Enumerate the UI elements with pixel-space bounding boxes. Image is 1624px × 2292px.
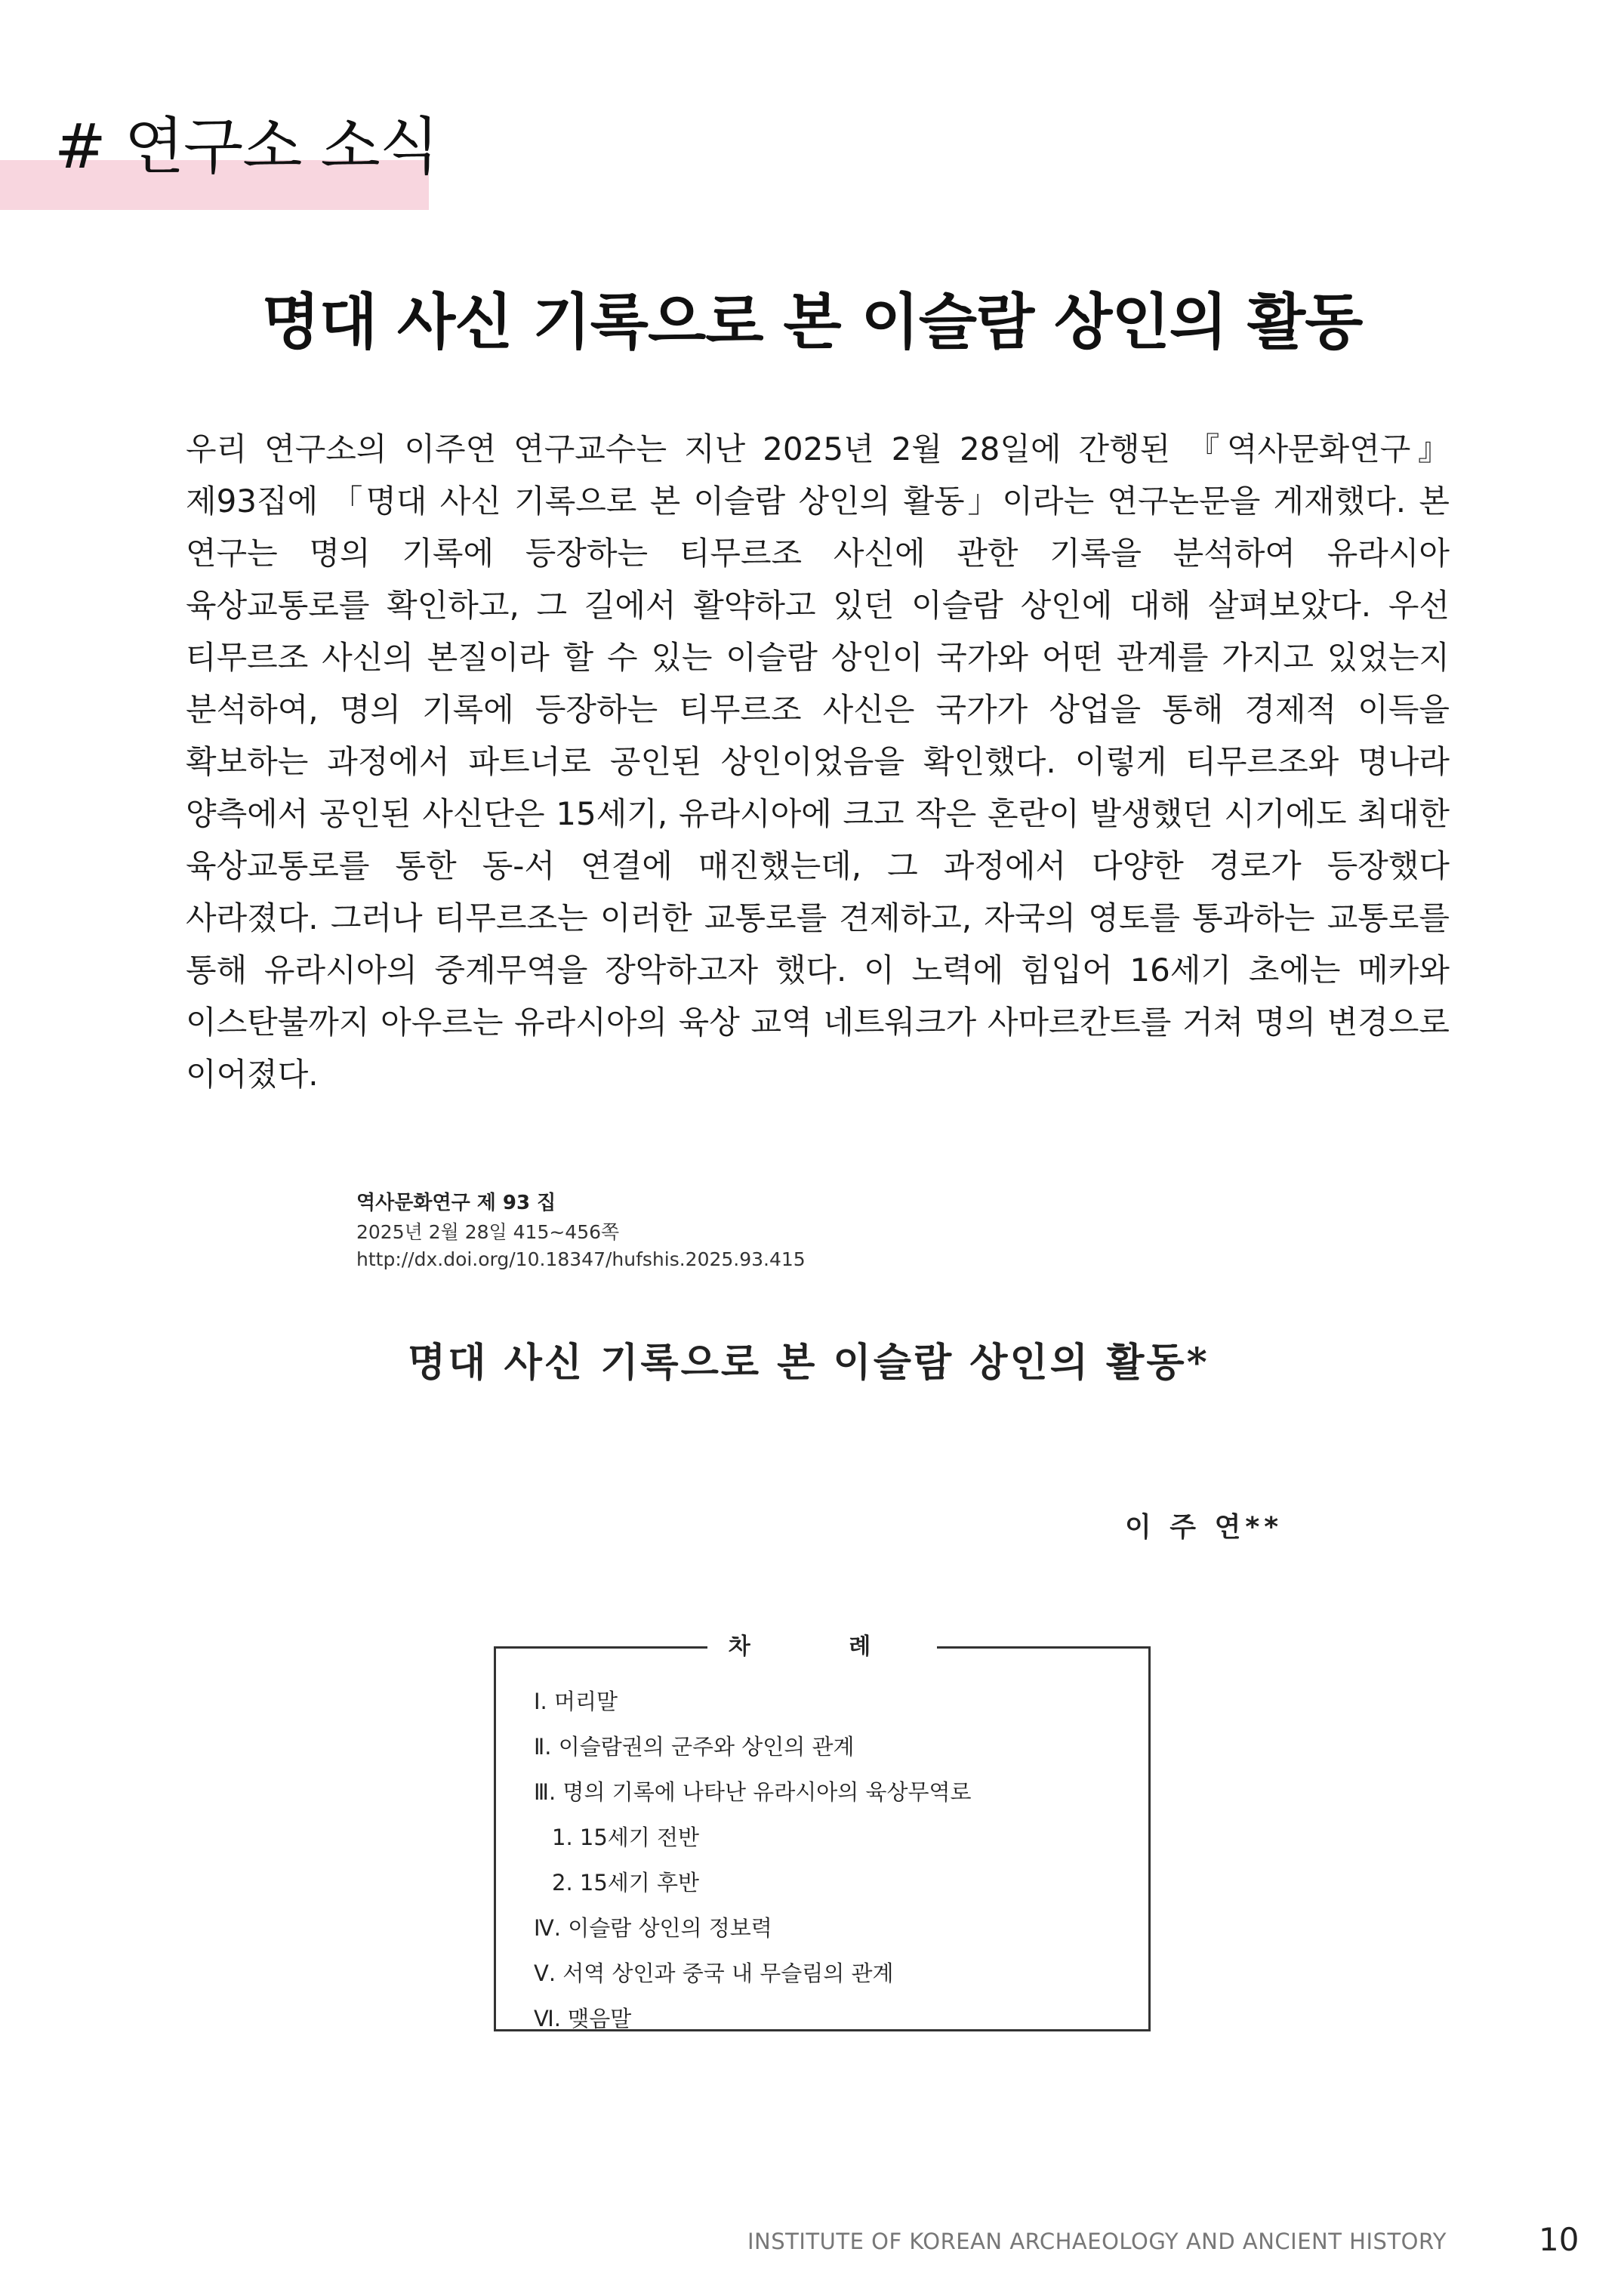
paper-title: 명대 사신 기록으로 본 이슬람 상인의 활동* [408, 1340, 1210, 1386]
paper-date-pages: 2025년 2월 28일 415~456쪽 [356, 1221, 620, 1243]
article-body: 우리 연구소의 이주연 연구교수는 지난 2025년 2월 28일에 간행된 『역사문화연구』 제93집에 「명대 사신 기록으로 본 이슬람 상인의 활동」이라는 연구논문을 게재했다. 본 연구는 명의 기록에 등장하는 티무르조 사신에 관한 기록을 분석하여 유라시아 육상교통로를 확인하고, 그 길에서 활약하고 있던 이슬람 상인에 대해 살펴보았다. 우선 티무르조 사신의 본질이라 할 수 있는 이슬람 상인이 국가와 어떤 관계를 가지고 있었는지 분석하여, 명의 기록에 등장하는 티무르조 사신은 국가가 상업을 통해 경제적 이득을 확보하는 과정에서 파트너로 공인된 상인이었음을 확인했다. 이렇게 티무르조와 명나라 양측에서 공인된 사신단은 15세기, 유라시아에 크고 작은 혼란이 발생했던 시기에도 최대한 육상교통로를 통한 동-서 연결에 매진했는데, 그 과정에서 다양한 경로가 등장했다 사라졌다. 그러나 티무르조는 이러한 교통로를 견제하고, 자국의 영토를 통과하는 교통로를 통해 유라시아의 중계무역을 장악하고자 했다. 이 노력에 힘입어 16세기 초에는 메카와 이스탄불까지 아우르는 유라시아의 육상 교역 네트워크가 사마르칸트를 거쳐 명의 변경으로 이어졌다. [186, 430, 1450, 1093]
table-of-contents [494, 1633, 1151, 2031]
article-headline: 명대 사신 기록으로 본 이슬람 상인의 활동 [261, 287, 1363, 357]
toc-list [534, 1679, 972, 2041]
toc-item: Ⅵ. 맺음말 [534, 2006, 632, 2031]
toc-item: Ⅳ. 이슬람 상인의 정보력 [534, 1915, 772, 1941]
paper-author: 이 주 연** [1125, 1512, 1283, 1543]
toc-item: Ⅰ. 머리말 [534, 1689, 618, 1714]
toc-item: Ⅲ. 명의 기록에 나타난 유라시아의 육상무역로 [534, 1779, 972, 1805]
paper-doi: http://dx.doi.org/10.18347/hufshis.2025.93.415 [356, 1248, 806, 1270]
toc-subitem: 1. 15세기 전반 [552, 1825, 700, 1850]
toc-heading-wrap [496, 1632, 1148, 1662]
paper-front-page [347, 1178, 1283, 2054]
page-number: 10 [1539, 2221, 1579, 2258]
toc-item: Ⅴ. 서역 상인과 중국 내 무슬림의 관계 [534, 1960, 894, 1986]
toc-subitem: 2. 15세기 후반 [552, 1870, 700, 1896]
toc-heading: 차 례 [707, 1632, 937, 1662]
section-tag-label: # 연구소 소식 [54, 111, 439, 183]
paper-journal: 역사문화연구 제 93 집 [356, 1192, 556, 1214]
footer-institute: INSTITUTE OF KOREAN ARCHAEOLOGY AND ANCIENT HISTORY [747, 2229, 1447, 2254]
toc-item: Ⅱ. 이슬람권의 군주와 상인의 관계 [534, 1734, 855, 1760]
section-tag [0, 106, 439, 211]
